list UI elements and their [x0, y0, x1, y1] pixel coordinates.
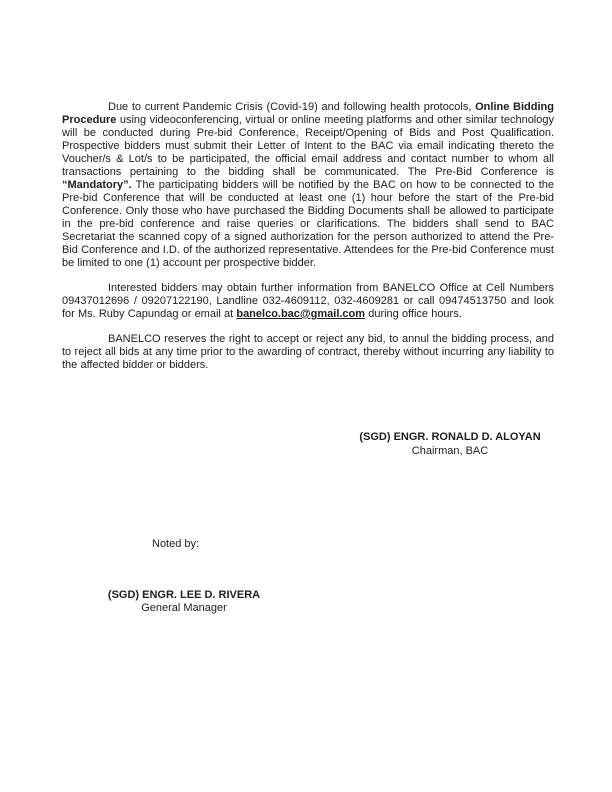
signature-block-general-manager — [84, 589, 284, 615]
signatory-name-chairman: (SGD) ENGR. RONALD D. ALOYAN — [359, 431, 541, 443]
text-run: using videoconferencing, virtual or online meeting platforms and other similar technology will be conducted during Pre-bid Conference, Receipt/Opening of Bids and Post Qualification. Prospective bidders must submit their Letter of Intent to the BAC via email indicating thereto the Voucher/s & Lot/s to be participated, the official email address and contact number to whom all transactions pertaining to the bidding shall be communicated. The Pre-Bid Conference is — [62, 114, 554, 178]
text-run: during office hours. — [365, 308, 462, 320]
signature-block-chairman — [330, 430, 570, 458]
text-run: Due to current Pandemic Crisis (Covid-19) and following health protocols, — [108, 101, 476, 113]
document-body — [62, 101, 554, 372]
paragraph-reservation-clause — [62, 333, 554, 372]
text-run: The participating bidders will be notified by the BAC on how to be connected to the Pre-bid Conference that will be conducted at least one (1) hour before the start of the Pre-bid Conference. Only those who have purchased the Bidding Documents shall be allowed to participate in the pre-bid conference and raise queries or clarifications. The bidders shall send to BAC Secretariat the scanned copy of a signed authorization for the person authorized to attend the Pre-Bid Conference and I.D. of the authorized representative. Attendees for the Pre-bid Conference must be limited to one (1) account per prospective bidder. — [62, 179, 554, 269]
text-run: BANELCO reserves the right to accept or reject any bid, to annul the bidding process, and to reject all bids at any time prior to the awarding of contract, thereby without incurring any liability to the affected bidder or bidders. — [62, 333, 554, 371]
text-run: Interested bidders may obtain further information from BANELCO Office at Cell Numbers 09437012696 / 09207122190, Landline 032-4609112, 032-4609281 or call 09474513750 and look for Ms. Ruby Capundag or email at — [62, 282, 554, 320]
text-run: Online Bidding Procedure — [62, 101, 554, 126]
email-link[interactable]: banelco.bac@gmail.com — [236, 308, 366, 320]
noted-by-label: Noted by: — [152, 538, 200, 550]
paragraph-contact-information — [62, 282, 554, 321]
signatory-title-general-manager: General Manager — [141, 602, 227, 614]
text-run: “Mandatory”. — [62, 179, 132, 191]
signatory-name-general-manager: (SGD) ENGR. LEE D. RIVERA — [107, 589, 261, 601]
paragraph-online-bidding-procedure — [62, 101, 554, 270]
signatory-title-chairman: Chairman, BAC — [411, 445, 489, 457]
